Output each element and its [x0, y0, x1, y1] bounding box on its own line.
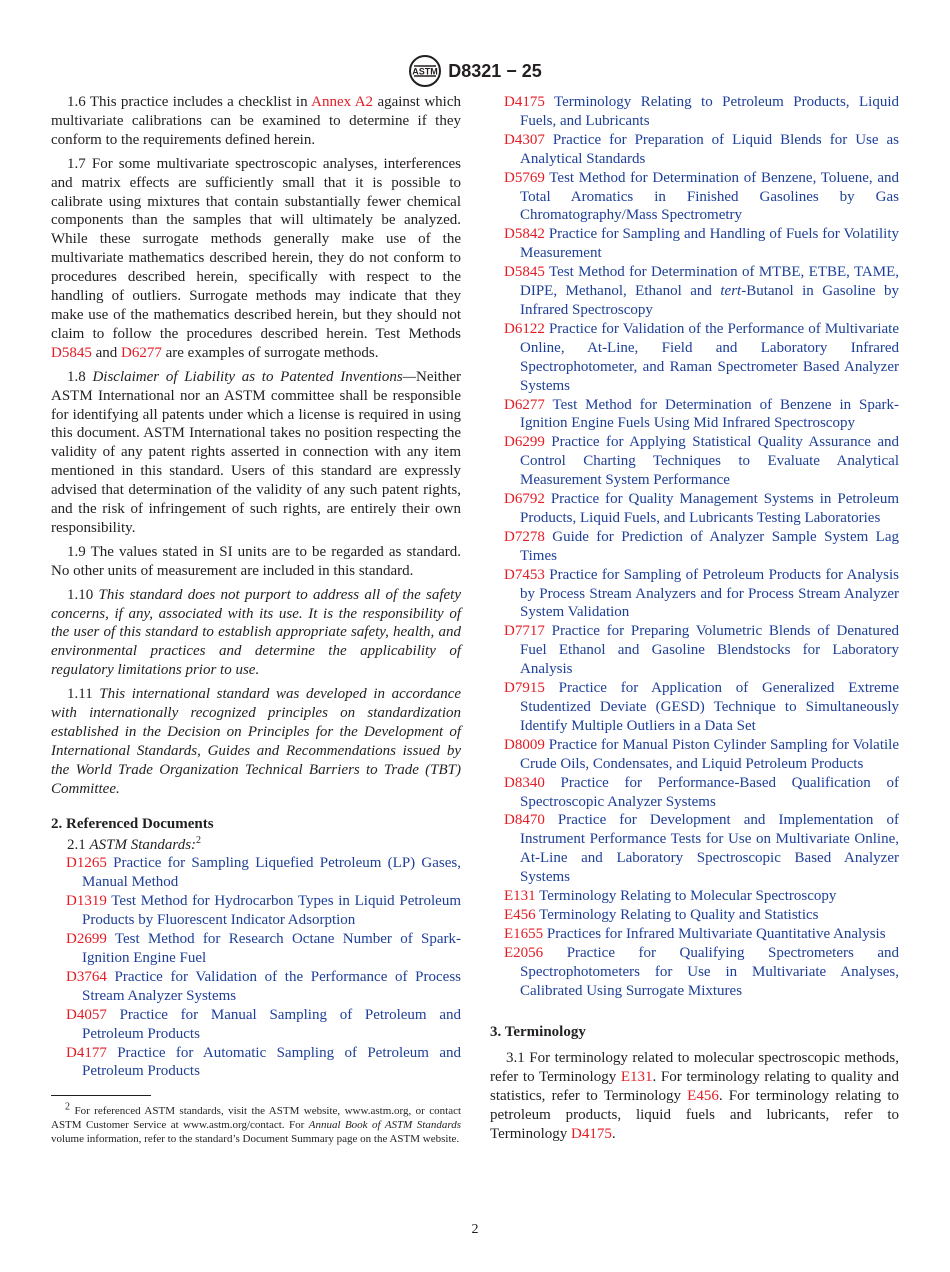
- page-number: 2: [471, 1222, 479, 1237]
- referenced-standards-list-right: [490, 93, 899, 1001]
- reference-item: D8009 Practice for Manual Piston Cylinder Sampling for Volatile Crude Oils, Condensates, and Liquid Petroleum Products: [504, 736, 900, 772]
- reference-code-link[interactable]: D4057: [66, 1006, 107, 1023]
- reference-code-link[interactable]: D5842: [504, 226, 545, 243]
- reference-code-link[interactable]: E2056: [504, 944, 544, 961]
- reference-code-link[interactable]: D8009: [504, 736, 545, 753]
- reference-code-link[interactable]: D8470: [504, 812, 545, 829]
- e456-link[interactable]: E456: [687, 1088, 719, 1105]
- reference-code-link[interactable]: D7278: [504, 528, 545, 545]
- d6277-link[interactable]: D6277: [121, 344, 162, 361]
- paragraph-3-1: 3.1 For terminology related to molecular spectroscopic methods, refer to Terminology E131. For terminology relating to quality and statistics, refer to Terminology E456. For terminology relating to petroleum products, liquid fuels and lubricants, refer to Terminology D4175.: [490, 1050, 900, 1143]
- paragraph-1-9: 1.9 The values stated in SI units are to be regarded as standard. No other units of measurement are included in this standard.: [51, 543, 462, 579]
- section-2-heading: 2. Referenced Documents: [51, 815, 214, 832]
- reference-item: D5769 Test Method for Determination of Benzene, Toluene, and Total Aromatics in Finished Gasolines by Gas Chromatography/Mass Spectrometry: [504, 169, 899, 224]
- reference-code-link[interactable]: D6277: [504, 396, 545, 413]
- reference-item: D4177 Practice for Automatic Sampling of Petroleum and Petroleum Products: [66, 1044, 461, 1080]
- reference-item: D7453 Practice for Sampling of Petroleum Products for Analysis by Process Stream Analyzers and for Process Stream Analyzer System Validation: [504, 566, 900, 621]
- reference-item: D1265 Practice for Sampling Liquefied Petroleum (LP) Gases, Manual Method: [66, 855, 462, 891]
- reference-code-link[interactable]: D7915: [504, 680, 545, 697]
- reference-item: E2056 Practice for Qualifying Spectrometers and Spectrophotometers for Use in Multivariate Analyses, Calibrated Using Surrogate Mixtures: [504, 944, 899, 999]
- reference-code-link[interactable]: D7717: [504, 623, 545, 640]
- reference-item: D6792 Practice for Quality Management Systems in Petroleum Products, Liquid Fuels, and Lubricants Testing Laboratories: [504, 491, 900, 526]
- left-column: [51, 93, 461, 1146]
- paragraph-1-7: 1.7 For some multivariate spectroscopic analyses, interferences and matrix effects are sufficiently small that it is possible to calibrate using mixtures that contain substantially fewer chemical components than the samples that will ultimately be analyzed. While these surrogate methods generally make use of the multivariate mathematics described herein, they do not conform to procedures described herein, specifically with respect to the handling of outliers. Surrogate methods may indicate that they make use of the mathematics described herein, but they should not claim to follow the procedures described herein. Test Methods D5845 and D6277 are examples of surrogate methods.: [51, 155, 462, 361]
- reference-item: D7915 Practice for Application of Generalized Extreme Studentized Deviate (GESD) Technique to Simultaneously Identify Multiple Outliers in a Data Set: [504, 680, 900, 734]
- reference-item: E131 Terminology Relating to Molecular Spectroscopy: [504, 888, 837, 905]
- reference-code-link[interactable]: D2699: [66, 931, 107, 948]
- footnote-2: $^2$ For referenced ASTM standards, visit the ASTM website, www.astm.org, or contact ASTM Customer Service at www.astm.org/contact. For Annual Book of ASTM Standards volume information, refer to the standard’s Document Summary page on the ASTM website.: [51, 1101, 462, 1146]
- reference-code-link[interactable]: D6122: [504, 320, 545, 337]
- reference-item: D4175 Terminology Relating to Petroleum Products, Liquid Fuels, and Lubricants: [504, 94, 899, 129]
- right-column: [490, 93, 899, 1149]
- paragraph-1-6: 1.6 This practice includes a checklist in Annex A2 against which multivariate calibrations can be examined to determine if they conform to the requirements defined herein.: [51, 94, 461, 148]
- reference-code-link[interactable]: D4175: [504, 94, 545, 110]
- reference-item: D3764 Practice for Validation of the Performance of Process Stream Analyzer Systems: [66, 968, 461, 1004]
- reference-code-link[interactable]: D1265: [66, 855, 107, 872]
- reference-item: D5845 Test Method for Determination of MTBE, ETBE, TAME, DIPE, Methanol, Ethanol and tert-Butanol in Gasoline by Infrared Spectroscopy: [504, 264, 900, 318]
- reference-item: D5842 Practice for Sampling and Handling of Fuels for Volatility Measurement: [504, 226, 900, 262]
- e131-link[interactable]: E131: [620, 1069, 653, 1086]
- reference-code-link[interactable]: D6792: [504, 491, 545, 508]
- reference-code-link[interactable]: D5845: [504, 264, 545, 281]
- reference-code-link[interactable]: E1655: [504, 925, 544, 942]
- reference-item: D6122 Practice for Validation of the Performance of Multivariate Online, At-Line, Field and Laboratory Infrared Spectrophotometer, and Raman Spectrometer Based Analyzer Systems: [504, 320, 900, 394]
- paragraph-1-8: 1.8 Disclaimer of Liability as to Patented Inventions—Neither ASTM International nor an ASTM committee shall be responsible for identifying all patents under which a license is required in using this document. ASTM International takes no position respecting the validity of any patent rights asserted in connection with any item mentioned in this standard. Users of this standard are expressly advised that determination of the validity of any such patent rights, and the risk of infringement of such rights, are entirely their own responsibility.: [51, 368, 461, 536]
- referenced-standards-list-left: [66, 854, 461, 1081]
- reference-code-link[interactable]: D6299: [504, 434, 545, 451]
- paragraph-1-10: 1.10 This standard does not purport to address all of the safety concerns, if any, associated with its use. It is the responsibility of the user of this standard to establish appropriate safety, health, and environmental practices and determine the applicability of regulatory limitations prior to use.: [51, 586, 462, 679]
- reference-item: D7278 Guide for Prediction of Analyzer Sample System Lag Times: [504, 528, 899, 564]
- reference-item: D6277 Test Method for Determination of Benzene in Spark-Ignition Engine Fuels Using Mid Infrared Spectroscopy: [504, 396, 900, 432]
- footnote-divider: [51, 1095, 151, 1096]
- reference-code-link[interactable]: D8340: [504, 774, 545, 791]
- reference-item: D8340 Practice for Performance-Based Qualification of Spectroscopic Analyzer Systems: [504, 774, 899, 810]
- reference-item: D8470 Practice for Development and Implementation of Instrument Performance Tests for Use on Multivariate Online, At-Line and Laboratory Spectroscopic Based Analyzer Systems: [504, 812, 900, 886]
- reference-code-link[interactable]: E456: [504, 906, 536, 923]
- document-id: D8321 − 25: [448, 60, 542, 81]
- reference-code-link[interactable]: D5769: [504, 169, 545, 186]
- paragraph-1-11: 1.11 This international standard was developed in accordance with internationally recognized principles on standardization established in the Decision on Principles for the Development of International Standards, Guides and Recommendations issued by the World Trade Organization Technical Barriers to Trade (TBT) Committee.: [51, 686, 462, 797]
- reference-item: D4307 Practice for Preparation of Liquid Blends for Use as Analytical Standards: [504, 131, 899, 167]
- reference-item: D7717 Practice for Preparing Volumetric Blends of Denatured Fuel Ethanol and Gasoline Blendstocks for Laboratory Analysis: [504, 623, 899, 678]
- reference-code-link[interactable]: D7453: [504, 566, 545, 583]
- reference-code-link[interactable]: D1319: [66, 893, 107, 910]
- reference-code-link[interactable]: D4177: [66, 1044, 107, 1061]
- d5845-link[interactable]: D5845: [51, 344, 92, 361]
- reference-item: D2699 Test Method for Research Octane Number of Spark-Ignition Engine Fuel: [66, 931, 461, 966]
- reference-code-link[interactable]: E131: [504, 888, 536, 905]
- page-header: [0, 54, 950, 88]
- reference-code-link[interactable]: D4307: [504, 131, 545, 148]
- d4175-link[interactable]: D4175: [571, 1126, 612, 1143]
- paragraph-2-1: 2.1 ASTM Standards:$^2$: [67, 834, 202, 853]
- reference-item: E456 Terminology Relating to Quality and Statistics: [504, 906, 819, 923]
- logo-text: ASTM: [412, 66, 438, 77]
- reference-item: D4057 Practice for Manual Sampling of Petroleum and Petroleum Products: [66, 1006, 461, 1042]
- reference-item: E1655 Practices for Infrared Multivariate Quantitative Analysis: [504, 925, 886, 942]
- astm-logo-icon: [408, 54, 442, 88]
- section-3-heading: 3. Terminology: [490, 1023, 586, 1040]
- reference-item: D1319 Test Method for Hydrocarbon Types in Liquid Petroleum Products by Fluorescent Indicator Adsorption: [66, 893, 462, 929]
- annex-a2-link[interactable]: Annex A2: [311, 94, 374, 110]
- reference-item: D6299 Practice for Applying Statistical Quality Assurance and Control Charting Techniques to Evaluate Analytical Measurement System Performance: [504, 434, 899, 489]
- reference-code-link[interactable]: D3764: [66, 968, 107, 985]
